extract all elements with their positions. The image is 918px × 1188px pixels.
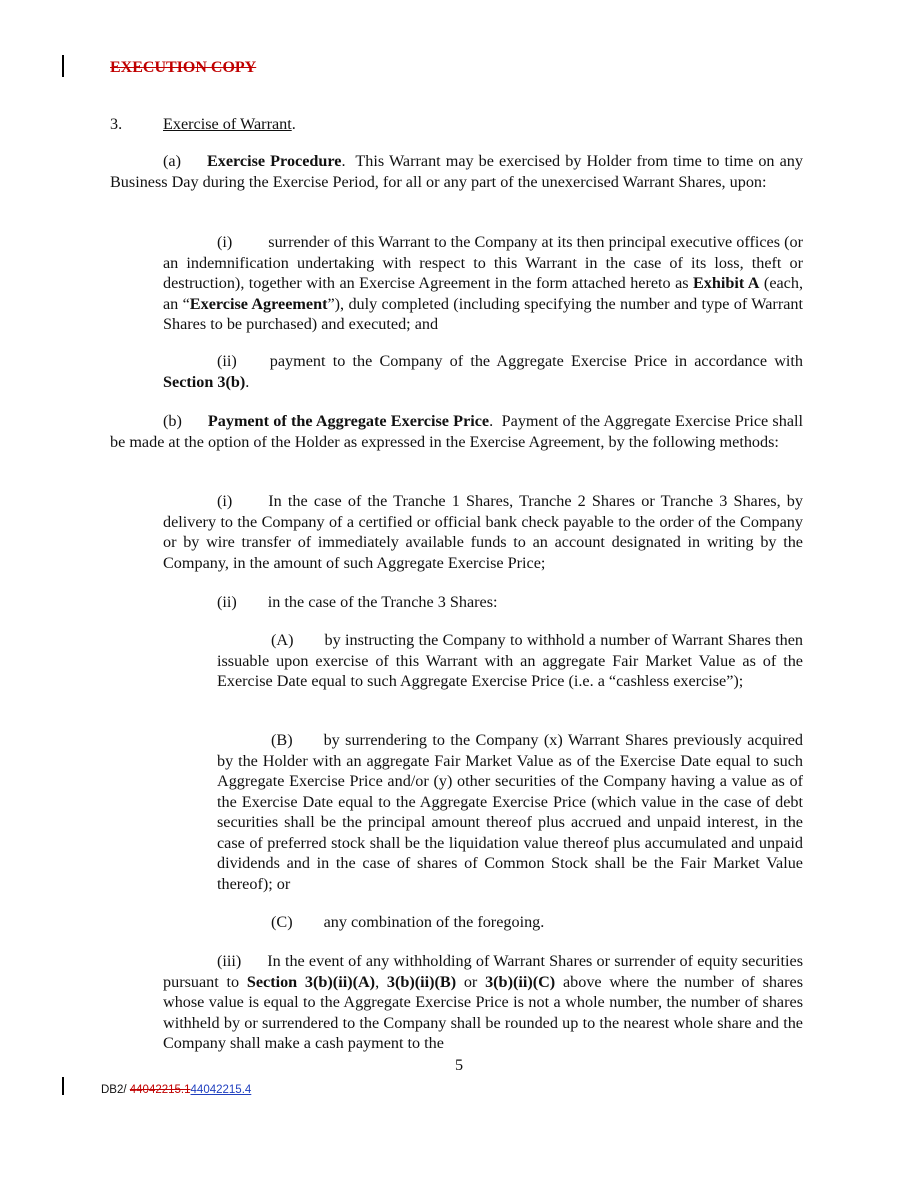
paragraph-b-ii-c-label: (C) <box>271 913 293 931</box>
paragraph-b-i-label: (i) <box>217 492 233 510</box>
paragraph-a-ii-label: (ii) <box>217 352 237 370</box>
paragraph-b-ii-b-label: (B) <box>271 731 293 749</box>
section-ref-b: 3(b)(ii)(B) <box>386 972 457 991</box>
paragraph-a-text: This Warrant may be exercised by Holder from time to time on any Business Day during the Exercise Period, for all or any part of the unexercised Warrant Shares, upon: <box>110 152 803 191</box>
paragraph-b-iii: (iii) In the event of any withholding of Warrant Shares or surrender of equity securities pursuant to Section 3(b)(ii)(A), 3(b)(ii)(B) or 3(b)(ii)(C) above where the number of shares whose value is equal to the Aggregate Exercise Price is not a whole number, the number of shares withheld by or surrendered to the Company shall be rounded up to the nearest whole share and the Company shall make a cash payment to the <box>163 952 804 1052</box>
section-title-end: . <box>291 115 296 133</box>
paragraph-a-heading: Exercise Procedure <box>206 152 342 170</box>
exhibit-a-ref: Exhibit A <box>692 274 760 292</box>
paragraph-b-i: (i) In the case of the Tranche 1 Shares, Tranche 2 Shares or Tranche 3 Shares, by delivery to the Company of a certified or official bank check payable to the order of the Company or by wire transfer of immediately available funds to an account designated in writing by the Company, in the amount of such Aggregate Exercise Price; <box>163 492 803 572</box>
paragraph-b-ii: (ii) in the case of the Tranche 3 Shares: <box>217 593 498 611</box>
paragraph-b-ii-a-label: (A) <box>271 631 294 649</box>
paragraph-b-text: Payment of the Aggregate Exercise Price shall be made at the option of the Holder as expressed in the Exercise Agreement, by the following methods: <box>110 412 803 451</box>
paragraph-b-iii-label: (iii) <box>217 952 242 970</box>
section-title-line <box>163 114 803 135</box>
paragraph-b-ii-c: (C) any combination of the foregoing. <box>271 913 545 931</box>
paragraph-b-ii-label: (ii) <box>217 593 237 611</box>
section-3b-ref: Section 3(b) <box>163 372 246 391</box>
paragraph-a-i: (i) surrender of this Warrant to the Company at its then principal executive offices (or an indemnification undertaking with respect to this Warrant in the case of its loss, theft or destruction), together with an Exercise Agreement in the form attached hereto as Exhibit A (each, an “Exercise Agreement”), duly completed (including specifying the number and type of Warrant Shares to be purchased) and executed; and <box>163 233 804 333</box>
section-number: 3. <box>110 115 123 133</box>
paragraph-a-i-label: (i) <box>217 233 233 251</box>
paragraph-b-heading-end: . <box>489 412 494 430</box>
paragraph-b-heading: Payment of the Aggregate Exercise Price <box>207 412 490 430</box>
change-bar-bottom <box>62 1077 64 1095</box>
paragraph-a-label: (a) <box>163 152 181 170</box>
document-id-inserted: 44042215.4 <box>190 1084 252 1096</box>
document-id-deleted: 44042215.1 <box>129 1084 191 1096</box>
exercise-agreement-term: Exercise Agreement <box>189 294 328 313</box>
paragraph-b-label: (b) <box>163 412 182 430</box>
document-id <box>101 1080 251 1101</box>
execution-copy-header: EXECUTION COPY <box>110 59 257 76</box>
paragraph-a <box>110 151 803 192</box>
paragraph-b <box>110 411 803 452</box>
paragraph-b-ii-b: (B) by surrendering to the Company (x) Warrant Shares previously acquired by the Holder with an aggregate Fair Market Value as of the Exercise Date equal to such Aggregate Exercise Price and/or (y) other securities of the Company having a value as of the Exercise Date equal to the Aggregate Exercise Price (which value in the case of debt securities shall be the principal amount thereof plus accrued and unpaid interest, in the case of preferred stock shall be the liquidation value thereof plus accumulated and unpaid dividends and in the case of shares of Common Stock shall be the Fair Market Value thereof); or <box>217 731 803 893</box>
document-id-prefix: DB2/ <box>101 1084 130 1096</box>
change-bar-top <box>62 55 64 77</box>
section-ref-c: 3(b)(ii)(C) <box>485 972 556 991</box>
paragraph-b-ii-a: (A) by instructing the Company to withhold a number of Warrant Shares then issuable upon exercise of this Warrant with an aggregate Fair Market Value as of the Exercise Date equal to such Aggregate Exercise Price (i.e. a “cashless exercise”); <box>217 631 803 690</box>
paragraph-a-ii: (ii) payment to the Company of the Aggregate Exercise Price in accordance with Section 3(b). <box>163 352 803 391</box>
section-ref-a: Section 3(b)(ii)(A) <box>246 972 376 991</box>
paragraph-a-heading-end: . <box>341 152 346 170</box>
page-number: 5 <box>455 1056 464 1074</box>
section-title: Exercise of Warrant <box>163 115 292 133</box>
